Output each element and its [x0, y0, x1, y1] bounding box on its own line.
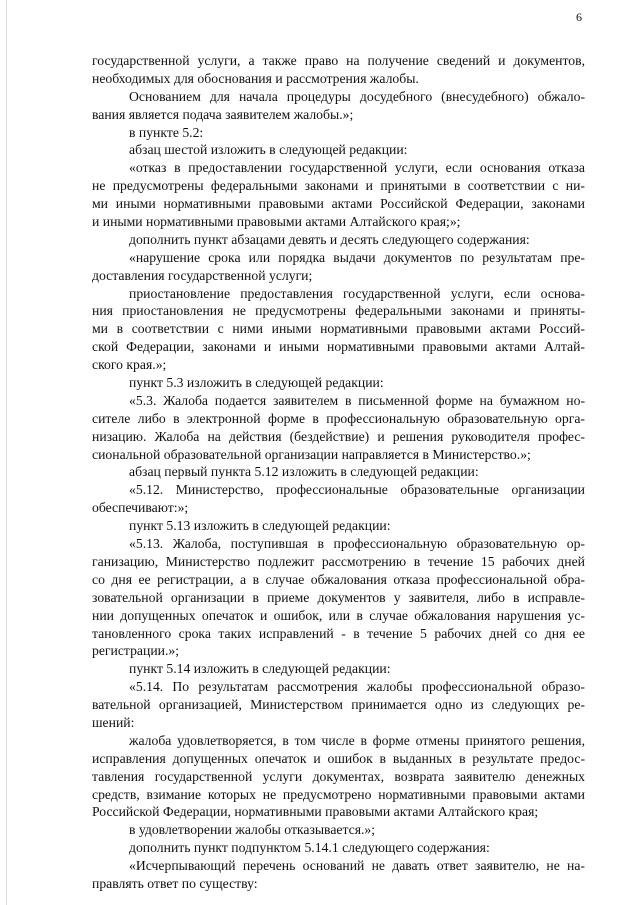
text-line: ской Федерации, законами и иными нормативными правовыми актами Алтай-: [92, 339, 585, 355]
text-line: государственной услуги, а также право на получение сведений и документов,: [92, 53, 585, 68]
text-line: нии допущенных опечаток и ошибок, или в случае обжалования нарушения ус-: [92, 607, 585, 623]
text-line: необходимых для обоснования и рассмотрения жалобы.: [92, 70, 419, 86]
text-line: пункт 5.14 изложить в следующей редакции:: [129, 661, 391, 677]
text-line: не предусмотрены федеральными законами и принятыми в соответствии с ни-: [92, 178, 585, 194]
text-line: исправления допущенных опечаток и ошибок в выданных в результате предос-: [92, 750, 585, 766]
text-line: ми иными нормативными правовыми актами Российской Федерации, законами: [92, 196, 585, 212]
text-line: тановленного срока таких исправлений - в течение 5 рабочих дней со дня ее: [92, 625, 585, 641]
text-line: дополнить пункт подпунктом 5.14.1 следующего содержания:: [129, 840, 490, 856]
text-line: ского края.»;: [92, 357, 167, 373]
text-line: в удовлетворении жалобы отказывается.»;: [129, 822, 376, 838]
text-line: пункт 5.13 изложить в следующей редакции:: [129, 518, 391, 534]
text-line: «5.14. По результатам рассмотрения жалобы профессиональной образо-: [129, 679, 585, 695]
text-line: средств, взимание которых не предусмотрено нормативными правовыми актами: [92, 786, 585, 802]
text-line: вательной организацией, Министерством принимается одно из следующих ре-: [92, 697, 585, 713]
text-line: сиональной образовательной организации направляется в Министерство.»;: [92, 446, 531, 462]
text-line: «отказ в предоставлении государственной услуги, если основания отказа: [129, 160, 585, 176]
text-line: регистрации.»;: [92, 643, 180, 659]
scan-edge-line: [6, 0, 7, 905]
text-line: «5.12. Министерство, профессиональные образовательные организации: [129, 482, 585, 498]
text-line: доставления государственной услуги;: [92, 267, 313, 283]
text-line: сителе либо в электронной форме в профессиональную образовательную орга-: [92, 410, 585, 426]
text-line: «Исчерпывающий перечень оснований не давать ответ заявителю, не на-: [129, 858, 585, 874]
text-line: «5.13. Жалоба, поступившая в профессиональную образовательную ор-: [129, 536, 585, 552]
page-number: 6: [576, 10, 582, 24]
text-line: абзац первый пункта 5.12 изложить в следующей редакции:: [129, 464, 479, 480]
text-line: обеспечивают:»;: [92, 500, 189, 516]
text-line: зовательной организации в приеме документов у заявителя, либо в исправле-: [92, 589, 585, 605]
text-line: в пункте 5.2:: [129, 124, 204, 140]
text-line: ния приостановления не предусмотрены федеральными законами и приняты-: [92, 303, 585, 319]
text-line: со дня ее регистрации, а в случае обжалования отказа профессиональной обра-: [92, 571, 585, 587]
text-line: пункт 5.3 изложить в следующей редакции:: [129, 375, 384, 391]
text-line: тавления государственной услуги документах, возврата заявителю денежных: [92, 768, 585, 784]
text-line: и иными нормативными правовыми актами Алтайского края;»;: [92, 214, 461, 230]
text-line: дополнить пункт абзацами девять и десять следующего содержания:: [129, 231, 530, 247]
text-line: Российской Федерации, нормативными правовыми актами Алтайского края;: [92, 804, 539, 820]
text-line: ми в соответствии с ними иными нормативными правовыми актами Россий-: [92, 321, 585, 337]
document-body: [92, 52, 585, 893]
text-line: «5.3. Жалоба подается заявителем в письменной форме на бумажном но-: [129, 392, 585, 408]
text-line: низацию. Жалоба на действия (бездействие) и решения руководителя профес-: [92, 428, 585, 444]
text-line: приостановление предоставления государственной услуги, если основа-: [129, 285, 585, 301]
text-line: ганизацию, Министерство подлежит рассмотрению в течение 15 рабочих дней: [92, 553, 585, 569]
text-line: шений:: [92, 714, 135, 730]
text-line: «нарушение срока или порядка выдачи документов по результатам пре-: [129, 249, 585, 265]
text-line: правлять ответ по существу:: [92, 875, 258, 891]
text-line: абзац шестой изложить в следующей редакции:: [129, 142, 408, 158]
text-line: жалоба удовлетворяется, в том числе в форме отмены принятого решения,: [129, 732, 585, 748]
text-line: Основанием для начала процедуры досудебного (внесудебного) обжало-: [129, 88, 585, 104]
text-line: вания является подача заявителем жалобы.»;: [92, 106, 354, 122]
